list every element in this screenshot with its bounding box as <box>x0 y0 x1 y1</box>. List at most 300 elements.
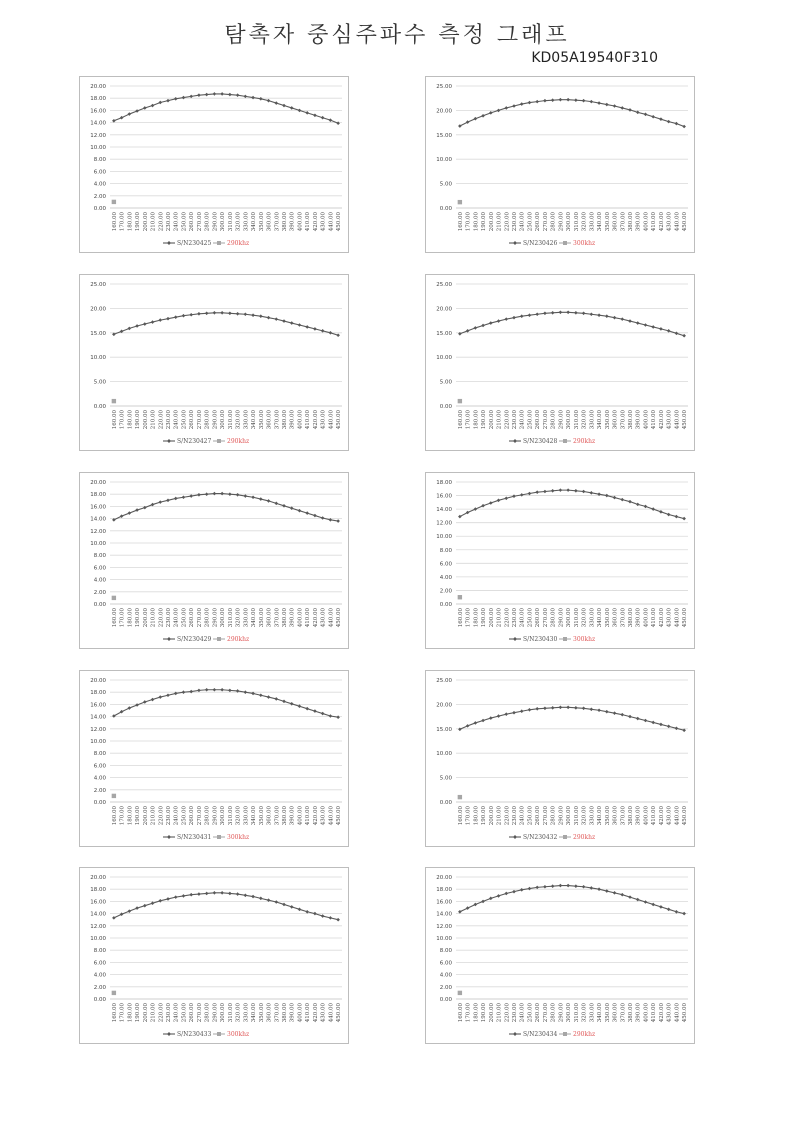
series-line <box>460 707 684 730</box>
data-point <box>528 887 532 891</box>
line-chart <box>426 77 694 252</box>
x-tick-label: 250.00 <box>181 1003 188 1023</box>
x-tick-label: 440.00 <box>328 1003 335 1023</box>
data-point <box>313 912 317 916</box>
data-point <box>636 898 640 902</box>
x-tick-label: 400.00 <box>643 608 650 628</box>
data-point <box>197 312 201 316</box>
x-tick-label: 220.00 <box>504 806 511 826</box>
data-point <box>636 111 640 115</box>
data-point <box>551 884 555 888</box>
data-point <box>481 114 485 118</box>
x-tick-label: 420.00 <box>658 806 665 826</box>
x-tick-label: 440.00 <box>674 806 681 826</box>
data-point <box>497 894 501 898</box>
y-tick-label: 14.00 <box>90 120 106 127</box>
y-tick-label: 4.00 <box>93 972 106 979</box>
data-point <box>481 719 485 723</box>
x-tick-label: 260.00 <box>189 212 196 232</box>
chart-panel <box>425 867 695 1044</box>
data-point <box>628 319 632 323</box>
data-point <box>282 504 286 508</box>
x-tick-label: 410.00 <box>305 608 312 628</box>
y-tick-label: 18.00 <box>90 887 106 894</box>
x-tick-label: 400.00 <box>643 410 650 430</box>
x-tick-label: 170.00 <box>119 1003 126 1023</box>
data-point <box>466 724 470 728</box>
x-tick-label: 300.00 <box>566 212 573 232</box>
y-tick-label: 10.00 <box>436 157 452 164</box>
x-tick-label: 370.00 <box>274 410 281 430</box>
x-tick-label: 360.00 <box>266 1003 273 1023</box>
data-point <box>474 903 478 907</box>
x-tick-label: 380.00 <box>282 410 288 430</box>
x-tick-label: 340.00 <box>597 1003 604 1023</box>
data-point <box>651 903 655 907</box>
x-tick-label: 190.00 <box>135 608 142 628</box>
x-tick-label: 230.00 <box>512 212 518 232</box>
y-tick-label: 8.00 <box>439 948 452 955</box>
data-point <box>205 688 209 692</box>
x-tick-label: 260.00 <box>189 608 196 628</box>
x-tick-label: 200.00 <box>488 806 495 826</box>
page-title: 탐촉자 중심주파수 측정 그래프 <box>224 23 570 48</box>
data-point <box>644 505 648 509</box>
x-tick-label: 390.00 <box>289 806 296 826</box>
data-point <box>205 93 209 97</box>
data-point <box>135 703 139 707</box>
data-point <box>551 706 555 710</box>
x-tick-label: 250.00 <box>527 806 534 826</box>
legend-label: 290khz <box>227 240 250 247</box>
x-tick-label: 450.00 <box>336 212 343 232</box>
data-point <box>512 104 516 108</box>
data-point <box>644 900 648 904</box>
line-chart <box>80 671 348 846</box>
y-tick-label: 20.00 <box>90 306 106 313</box>
data-point <box>675 910 679 914</box>
x-tick-label: 360.00 <box>612 608 619 628</box>
y-tick-label: 18.00 <box>436 887 452 894</box>
data-point <box>651 115 655 119</box>
data-point <box>244 690 248 694</box>
x-tick-label: 180.00 <box>127 1003 134 1023</box>
x-tick-label: 300.00 <box>566 608 573 628</box>
legend-label: 290khz <box>573 438 596 445</box>
x-tick-label: 190.00 <box>481 1003 488 1023</box>
legend-label: S/N230428 <box>523 438 558 445</box>
x-tick-label: 350.00 <box>258 806 265 826</box>
data-point <box>336 519 340 523</box>
legend-square-icon <box>563 241 567 245</box>
reference-marker <box>112 794 116 798</box>
data-point <box>458 124 462 128</box>
y-tick-label: 18.00 <box>90 690 106 697</box>
x-tick-label: 230.00 <box>166 608 172 628</box>
x-tick-label: 280.00 <box>204 212 211 232</box>
y-tick-label: 0.00 <box>93 602 106 608</box>
data-point <box>228 93 232 97</box>
data-point <box>682 517 686 521</box>
data-point <box>197 689 201 693</box>
data-point <box>667 725 671 729</box>
x-tick-label: 340.00 <box>597 608 604 628</box>
x-tick-label: 220.00 <box>158 1003 165 1023</box>
data-point <box>120 116 124 120</box>
x-tick-label: 250.00 <box>527 1003 534 1023</box>
data-point <box>298 109 302 113</box>
x-tick-label: 190.00 <box>481 212 488 232</box>
data-point <box>566 488 570 492</box>
legend-marker-icon <box>167 637 171 641</box>
data-point <box>574 98 578 102</box>
data-point <box>582 311 586 315</box>
y-tick-label: 25.00 <box>436 84 452 90</box>
data-point <box>274 101 278 105</box>
data-point <box>551 311 555 315</box>
x-tick-label: 440.00 <box>674 212 681 232</box>
data-point <box>597 313 601 317</box>
x-tick-label: 170.00 <box>119 212 126 232</box>
data-point <box>174 497 178 501</box>
x-tick-label: 450.00 <box>336 1003 343 1023</box>
x-tick-label: 260.00 <box>189 410 196 430</box>
x-tick-label: 280.00 <box>204 410 211 430</box>
data-point <box>504 106 508 110</box>
x-tick-label: 210.00 <box>150 1003 157 1023</box>
data-point <box>251 96 255 100</box>
data-point <box>236 312 240 316</box>
x-tick-label: 390.00 <box>289 410 296 430</box>
y-tick-label: 15.00 <box>436 330 452 337</box>
data-point <box>220 92 224 96</box>
data-point <box>290 321 294 325</box>
x-tick-label: 320.00 <box>581 608 588 628</box>
x-tick-label: 450.00 <box>336 410 343 430</box>
y-tick-label: 18.00 <box>90 96 106 103</box>
x-tick-label: 360.00 <box>612 212 619 232</box>
data-point <box>597 887 601 891</box>
y-tick-label: 4.00 <box>93 181 106 188</box>
data-point <box>466 329 470 333</box>
x-tick-label: 200.00 <box>142 410 149 430</box>
legend-label: S/N230434 <box>523 1031 558 1038</box>
data-point <box>535 312 539 316</box>
x-tick-label: 210.00 <box>150 410 157 430</box>
x-tick-label: 210.00 <box>496 608 503 628</box>
data-point <box>290 702 294 706</box>
x-tick-label: 340.00 <box>251 1003 258 1023</box>
data-point <box>236 493 240 497</box>
data-point <box>228 892 232 896</box>
data-point <box>543 99 547 103</box>
x-tick-label: 280.00 <box>550 410 557 430</box>
x-tick-label: 160.00 <box>111 806 118 826</box>
x-tick-label: 430.00 <box>666 410 673 430</box>
x-tick-label: 170.00 <box>465 410 472 430</box>
x-tick-label: 270.00 <box>196 410 203 430</box>
data-point <box>574 311 578 315</box>
x-tick-label: 250.00 <box>527 212 534 232</box>
y-tick-label: 6.00 <box>93 169 106 176</box>
data-point <box>644 113 648 117</box>
x-tick-label: 190.00 <box>135 1003 142 1023</box>
series-line <box>460 100 684 127</box>
x-tick-label: 340.00 <box>251 806 258 826</box>
x-tick-label: 250.00 <box>527 410 534 430</box>
reference-marker <box>458 595 462 599</box>
data-point <box>682 912 686 916</box>
data-point <box>489 716 493 720</box>
x-tick-label: 250.00 <box>181 608 188 628</box>
x-tick-label: 170.00 <box>465 608 472 628</box>
data-point <box>220 688 224 692</box>
x-tick-label: 180.00 <box>473 806 480 826</box>
legend-label: 290khz <box>227 636 250 643</box>
data-point <box>305 111 309 115</box>
line-chart <box>426 275 694 450</box>
data-point <box>474 117 478 121</box>
data-point <box>605 494 609 498</box>
data-point <box>520 102 524 106</box>
data-point <box>158 500 162 504</box>
legend-marker-icon <box>167 1032 171 1036</box>
x-tick-label: 300.00 <box>220 212 227 232</box>
y-tick-label: 16.00 <box>436 899 452 906</box>
x-tick-label: 370.00 <box>620 212 627 232</box>
line-chart <box>80 473 348 648</box>
x-tick-label: 350.00 <box>604 1003 611 1023</box>
x-tick-label: 450.00 <box>682 1003 689 1023</box>
data-point <box>667 908 671 912</box>
data-point <box>244 312 248 316</box>
y-tick-label: 4.00 <box>439 972 452 979</box>
data-point <box>321 329 325 333</box>
x-tick-label: 180.00 <box>473 608 480 628</box>
data-point <box>189 313 193 317</box>
x-tick-label: 440.00 <box>328 212 335 232</box>
data-point <box>259 693 263 697</box>
legend-marker-icon <box>513 1032 517 1036</box>
x-tick-label: 420.00 <box>658 608 665 628</box>
data-point <box>659 327 663 331</box>
data-point <box>205 311 209 315</box>
x-tick-label: 420.00 <box>658 212 665 232</box>
data-point <box>535 100 539 104</box>
data-point <box>228 492 232 496</box>
data-point <box>497 109 501 113</box>
data-point <box>236 93 240 97</box>
data-point <box>112 916 116 920</box>
data-point <box>197 892 201 896</box>
data-point <box>251 895 255 899</box>
y-tick-label: 5.00 <box>439 379 452 386</box>
data-point <box>182 894 186 898</box>
x-tick-label: 230.00 <box>166 806 172 826</box>
x-tick-label: 240.00 <box>519 806 526 826</box>
y-tick-label: 15.00 <box>90 330 106 337</box>
data-point <box>535 490 539 494</box>
data-point <box>559 488 563 492</box>
data-point <box>636 717 640 721</box>
data-point <box>675 515 679 519</box>
data-point <box>659 117 663 121</box>
x-tick-label: 190.00 <box>481 806 488 826</box>
y-tick-label: 10.00 <box>436 751 452 758</box>
x-tick-label: 210.00 <box>496 410 503 430</box>
x-tick-label: 180.00 <box>127 212 134 232</box>
data-point <box>282 319 286 323</box>
y-tick-label: 0.00 <box>439 206 452 212</box>
x-tick-label: 220.00 <box>504 1003 511 1023</box>
x-tick-label: 300.00 <box>566 410 573 430</box>
y-tick-label: 0.00 <box>93 206 106 212</box>
x-tick-label: 290.00 <box>558 806 565 826</box>
data-point <box>528 313 532 317</box>
x-tick-label: 320.00 <box>235 410 242 430</box>
x-tick-label: 330.00 <box>243 1003 250 1023</box>
x-tick-label: 170.00 <box>119 608 126 628</box>
x-tick-label: 260.00 <box>535 608 542 628</box>
data-point <box>166 499 170 503</box>
x-tick-label: 220.00 <box>158 212 165 232</box>
data-point <box>135 906 139 910</box>
data-point <box>158 695 162 699</box>
data-point <box>151 104 155 108</box>
x-tick-label: 430.00 <box>666 212 673 232</box>
x-tick-label: 310.00 <box>573 806 580 826</box>
data-point <box>551 98 555 102</box>
data-point <box>128 327 132 331</box>
x-tick-label: 410.00 <box>305 410 312 430</box>
y-tick-label: 2.00 <box>93 787 106 794</box>
data-point <box>590 100 594 104</box>
data-point <box>220 891 224 895</box>
x-tick-label: 190.00 <box>135 806 142 826</box>
legend-marker-icon <box>513 637 517 641</box>
y-tick-label: 10.00 <box>436 534 452 541</box>
x-tick-label: 440.00 <box>328 806 335 826</box>
x-tick-label: 160.00 <box>111 608 118 628</box>
data-point <box>620 893 624 897</box>
data-point <box>143 700 147 704</box>
data-point <box>582 490 586 494</box>
y-tick-label: 6.00 <box>439 960 452 967</box>
data-point <box>644 323 648 327</box>
x-tick-label: 370.00 <box>274 212 281 232</box>
data-point <box>497 319 501 323</box>
data-point <box>205 892 209 896</box>
x-tick-label: 170.00 <box>119 806 126 826</box>
legend-label: S/N230429 <box>177 636 212 643</box>
x-tick-label: 350.00 <box>604 212 611 232</box>
x-tick-label: 390.00 <box>289 1003 296 1023</box>
data-point <box>543 885 547 889</box>
data-point <box>582 99 586 103</box>
x-tick-label: 430.00 <box>320 410 327 430</box>
data-point <box>504 712 508 716</box>
data-point <box>613 496 617 500</box>
reference-marker <box>458 991 462 995</box>
x-tick-label: 320.00 <box>581 410 588 430</box>
data-point <box>120 912 124 916</box>
data-point <box>559 98 563 102</box>
x-tick-label: 170.00 <box>119 410 126 430</box>
x-tick-label: 210.00 <box>496 1003 503 1023</box>
chart-panel <box>79 867 349 1044</box>
x-tick-label: 430.00 <box>320 608 327 628</box>
data-point <box>535 886 539 890</box>
y-tick-label: 14.00 <box>436 507 452 514</box>
y-tick-label: 5.00 <box>93 379 106 386</box>
data-point <box>474 507 478 511</box>
legend-square-icon <box>217 439 221 443</box>
x-tick-label: 450.00 <box>336 608 343 628</box>
data-point <box>189 893 193 897</box>
line-chart <box>80 77 348 252</box>
x-tick-label: 410.00 <box>651 806 658 826</box>
data-point <box>267 99 271 103</box>
data-point <box>213 891 217 895</box>
x-tick-label: 410.00 <box>305 806 312 826</box>
x-tick-label: 330.00 <box>243 608 250 628</box>
x-tick-label: 330.00 <box>243 410 250 430</box>
legend-label: 290khz <box>573 834 596 841</box>
data-point <box>313 514 317 518</box>
data-point <box>620 498 624 502</box>
data-point <box>259 497 263 501</box>
x-tick-label: 390.00 <box>289 212 296 232</box>
series-line <box>460 490 684 518</box>
x-tick-label: 410.00 <box>651 212 658 232</box>
data-point <box>189 95 193 99</box>
data-point <box>636 503 640 507</box>
data-point <box>313 113 317 117</box>
x-tick-label: 420.00 <box>312 410 319 430</box>
data-point <box>151 698 155 702</box>
data-point <box>336 918 340 922</box>
data-point <box>274 317 278 321</box>
x-tick-label: 170.00 <box>465 212 472 232</box>
data-point <box>158 899 162 903</box>
data-point <box>512 494 516 498</box>
legend-square-icon <box>217 241 221 245</box>
x-tick-label: 410.00 <box>305 1003 312 1023</box>
y-tick-label: 4.00 <box>439 574 452 581</box>
x-tick-label: 390.00 <box>635 1003 642 1023</box>
x-tick-label: 390.00 <box>635 410 642 430</box>
data-point <box>620 713 624 717</box>
x-tick-label: 250.00 <box>181 410 188 430</box>
data-point <box>166 317 170 321</box>
data-point <box>566 98 570 102</box>
series-line <box>114 690 338 717</box>
data-point <box>336 121 340 125</box>
data-point <box>290 905 294 909</box>
data-point <box>520 888 524 892</box>
data-point <box>274 502 278 506</box>
y-tick-label: 8.00 <box>93 751 106 758</box>
x-tick-label: 220.00 <box>158 410 165 430</box>
x-tick-label: 380.00 <box>628 212 634 232</box>
data-point <box>651 721 655 725</box>
y-tick-label: 0.00 <box>93 800 106 806</box>
x-tick-label: 240.00 <box>173 410 180 430</box>
data-point <box>605 889 609 893</box>
data-point <box>512 316 516 320</box>
y-tick-label: 5.00 <box>439 775 452 782</box>
x-tick-label: 390.00 <box>635 806 642 826</box>
